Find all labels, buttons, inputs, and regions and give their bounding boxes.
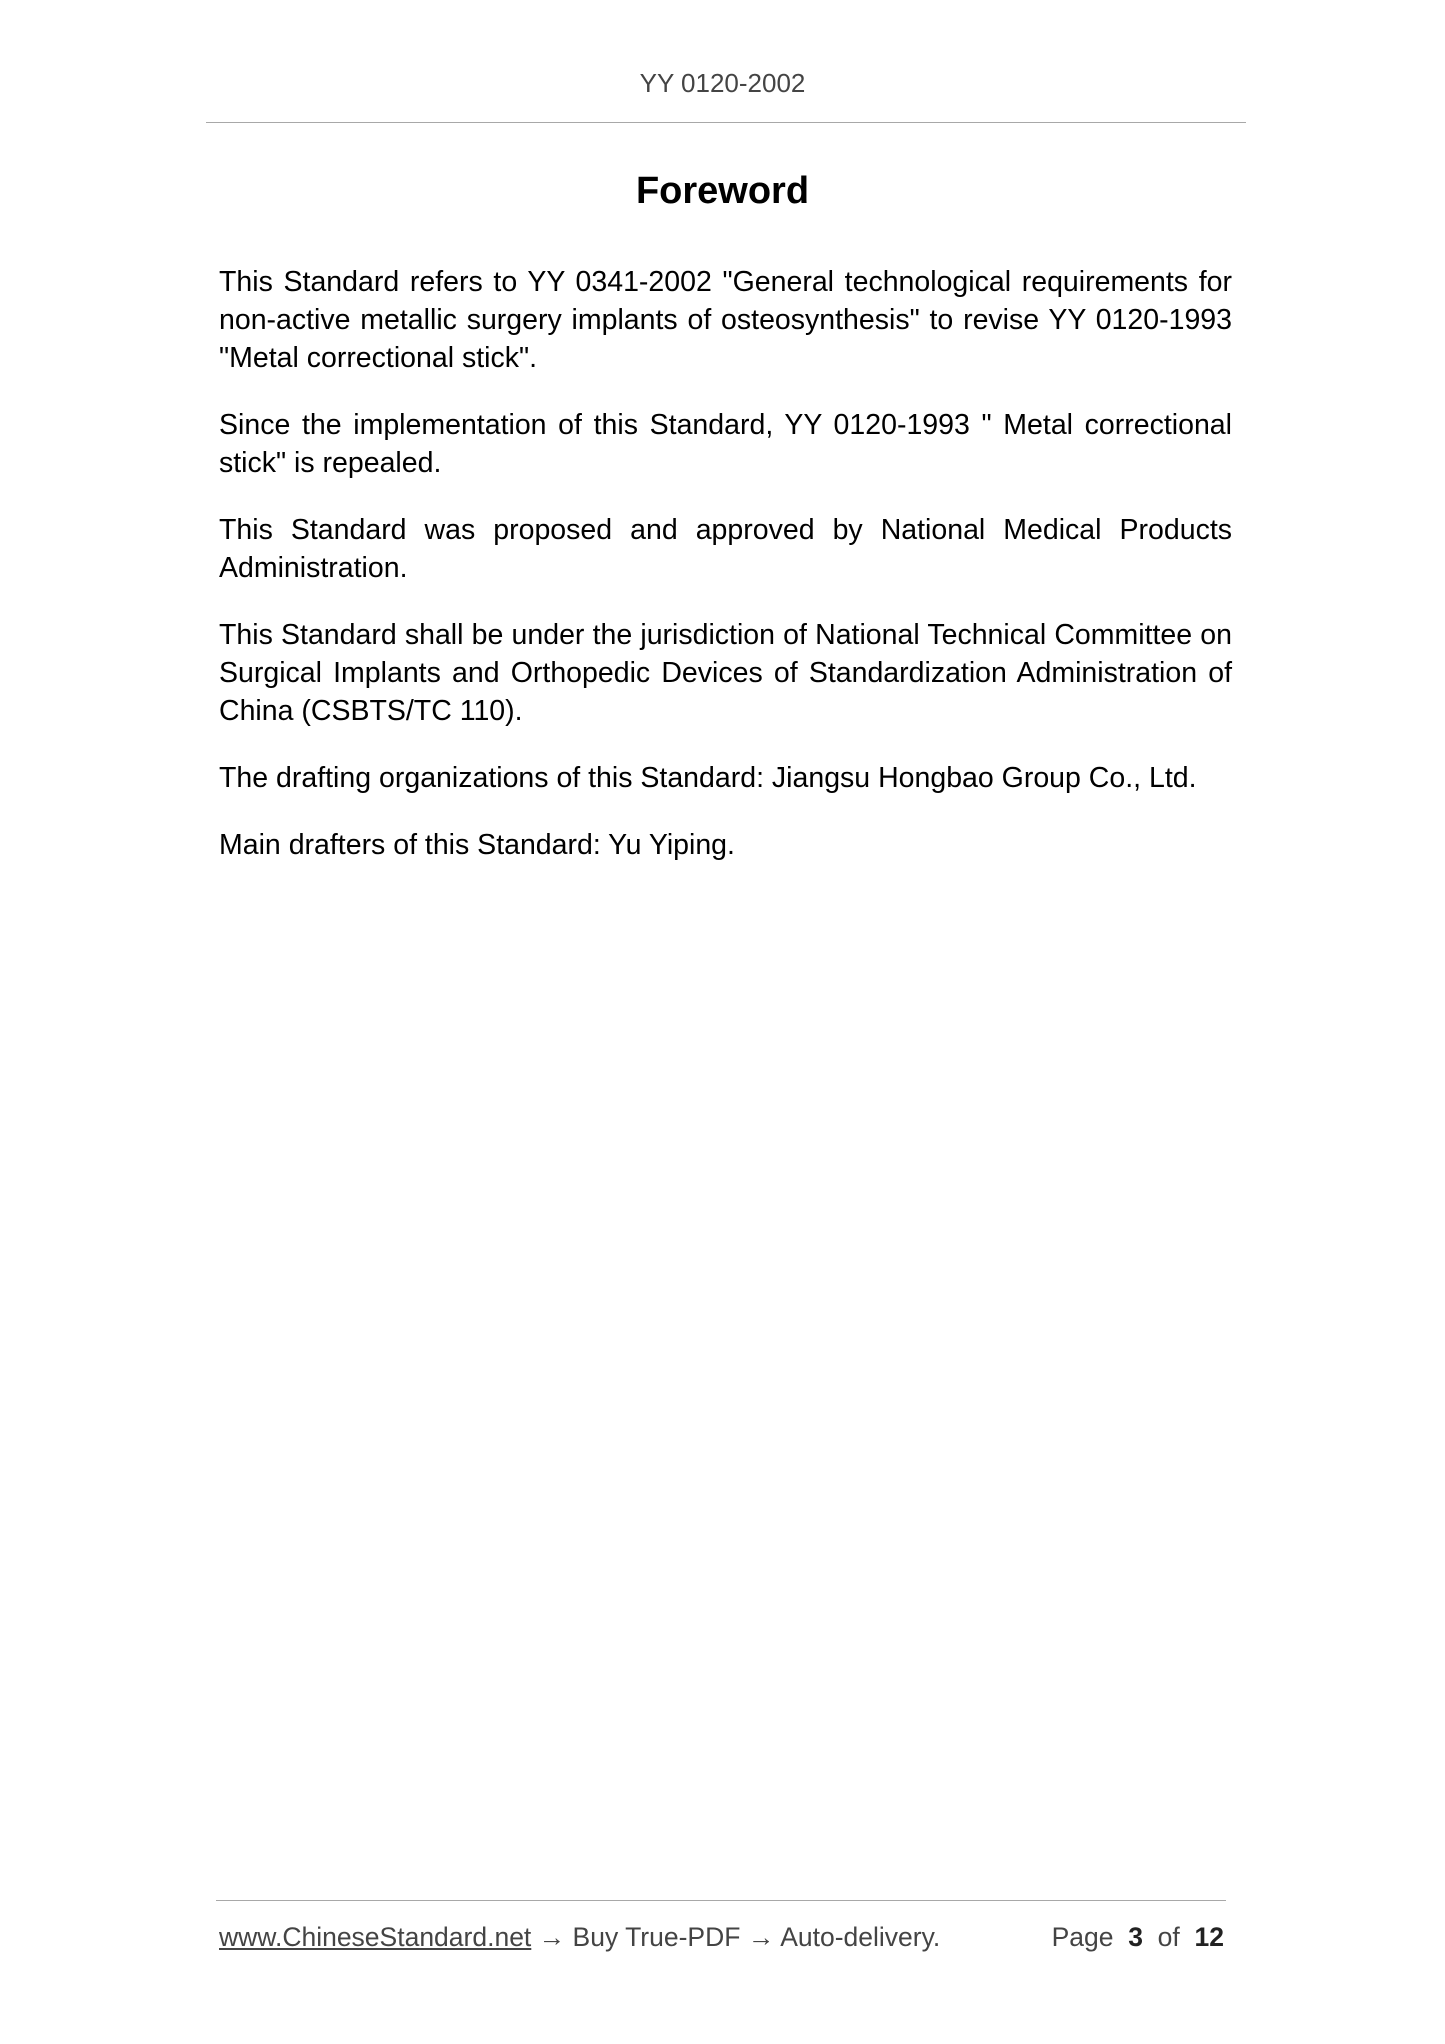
paragraph-approval: This Standard was proposed and approved by National Medical Products Administration. [219,514,1232,584]
footer-promo [219,1920,940,1954]
delivery-text: Auto-delivery. [780,1922,941,1952]
arrow-right-icon: → [538,1922,566,1952]
page-number [1052,1920,1224,1954]
footer-divider [216,1900,1226,1901]
page-label: Page [1051,1922,1114,1952]
page-title: Foreword [635,170,810,212]
website-link[interactable]: www.ChineseStandard.net [219,1922,532,1952]
paragraph-drafters: Main drafters of this Standard: Yu Yiping. [219,829,735,861]
paragraph-jurisdiction: This Standard shall be under the jurisdiction of National Technical Committee on Surgical Implants and Orthopedic Devices of Standardization Administration of China (CSBTS/TC 110). [219,619,1232,727]
paragraph-repeal: Since the implementation of this Standard, YY 0120-1993 " Metal correctional stick" is repealed. [219,409,1232,479]
buy-text: Buy True-PDF [572,1922,741,1952]
page-total: 12 [1194,1922,1224,1952]
foreword-body [219,263,1232,893]
paragraph-drafting-org: The drafting organizations of this Standard: Jiangsu Hongbao Group Co., Ltd. [219,762,1197,794]
page-header: YY 0120-2002 [639,68,806,98]
page-of-label: of [1157,1922,1180,1952]
arrow-right-icon: → [747,1922,775,1952]
page-current: 3 [1128,1922,1143,1952]
paragraph-reference: This Standard refers to YY 0341-2002 "General technological requirements for non-active metallic surgery implants of osteosynthesis" to revise YY 0120-1993 "Metal correctional stick". [219,266,1232,374]
header-divider [206,122,1246,123]
